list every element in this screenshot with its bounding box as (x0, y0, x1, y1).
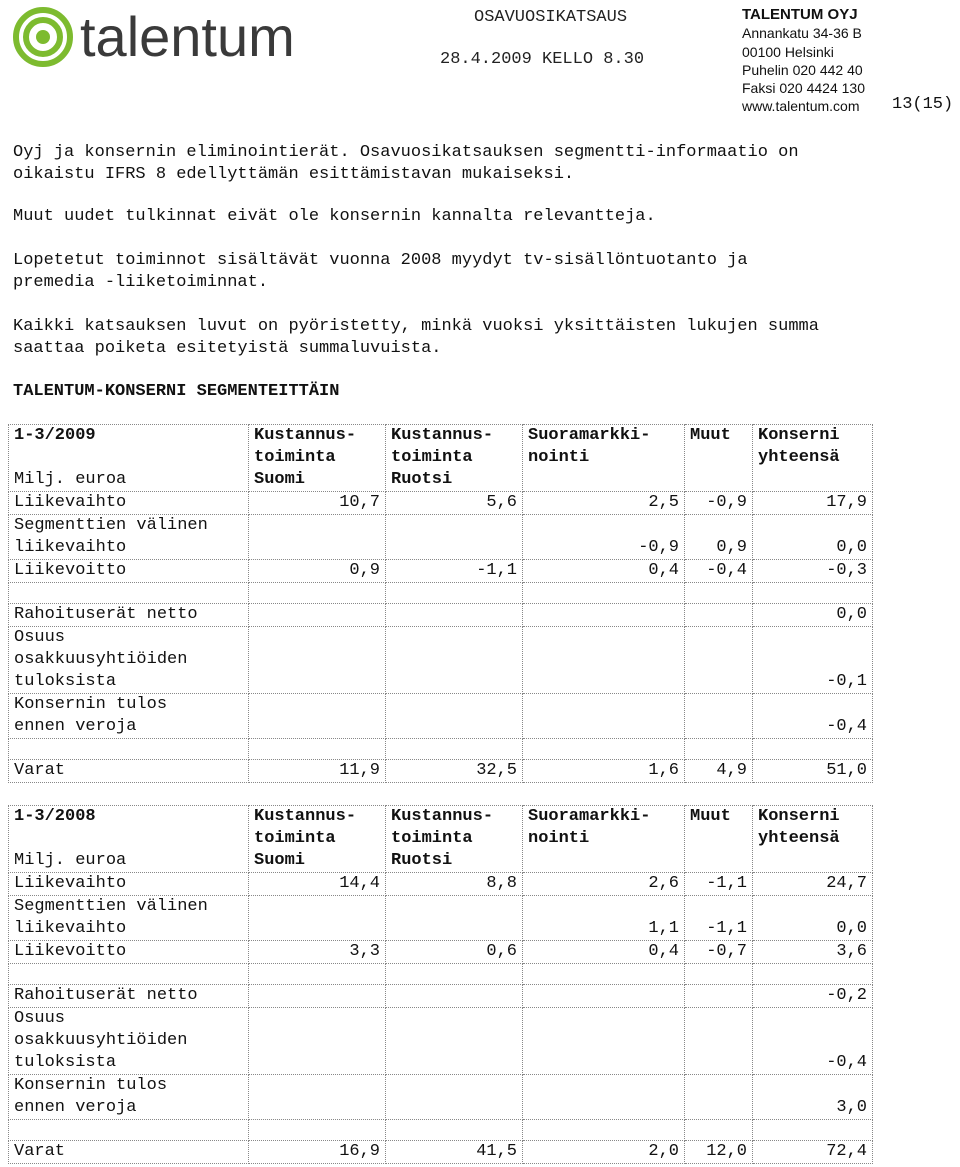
spacer-cell (9, 583, 249, 604)
spacer-cell (523, 1120, 685, 1141)
table-spacer-row (9, 583, 873, 604)
row-label: Konsernin tulos ennen veroja (9, 694, 249, 739)
table-spacer-row (9, 1120, 873, 1141)
row-label: Rahoituserät netto (9, 985, 249, 1008)
value-cell (249, 1075, 386, 1120)
value-cell: 0,0 (753, 515, 873, 560)
value-cell (685, 1075, 753, 1120)
value-cell (523, 627, 685, 694)
paragraph-interpretations: Muut uudet tulkinnat eivät ole konsernin kannalta relevantteja. (13, 207, 656, 226)
column-header: Konserni yhteensä (753, 425, 873, 492)
value-cell (249, 627, 386, 694)
table-row (9, 627, 873, 694)
value-cell: 11,9 (249, 760, 386, 783)
value-cell (386, 694, 523, 739)
value-cell: 10,7 (249, 492, 386, 515)
segment-table-1 (8, 805, 873, 1164)
value-cell (685, 604, 753, 627)
column-header: Suoramarkki- nointi (523, 806, 685, 873)
row-label: Segmenttien välinen liikevaihto (9, 515, 249, 560)
value-cell (249, 604, 386, 627)
company-address: Annankatu 34-36 B (742, 25, 862, 42)
value-cell: 3,6 (753, 941, 873, 964)
column-header: Muut (685, 425, 753, 492)
value-cell: 24,7 (753, 873, 873, 896)
row-label: Liikevoitto (9, 560, 249, 583)
table-row (9, 985, 873, 1008)
value-cell (386, 627, 523, 694)
paragraph-discontinued: Lopetetut toiminnot sisältävät vuonna 2008 myydyt tv-sisällöntuotanto ja premedia -liiketoiminnat. (13, 251, 748, 292)
value-cell: -1,1 (685, 896, 753, 941)
unit-label: Milj. euroa (14, 470, 127, 489)
value-cell (523, 604, 685, 627)
value-cell: 0,0 (753, 604, 873, 627)
spacer-cell (523, 964, 685, 985)
value-cell: 8,8 (386, 873, 523, 896)
value-cell: -0,4 (753, 694, 873, 739)
period-cell (9, 806, 249, 873)
value-cell (386, 1008, 523, 1075)
row-label: Varat (9, 1141, 249, 1164)
spacer-cell (249, 739, 386, 760)
table-spacer-row (9, 739, 873, 760)
value-cell: 72,4 (753, 1141, 873, 1164)
value-cell (685, 627, 753, 694)
spacer-cell (249, 964, 386, 985)
value-cell: 17,9 (753, 492, 873, 515)
value-cell (249, 1008, 386, 1075)
column-header: Konserni yhteensä (753, 806, 873, 873)
table-spacer-row (9, 964, 873, 985)
report-date: 28.4.2009 KELLO 8.30 (440, 50, 645, 69)
row-label: Rahoituserät netto (9, 604, 249, 627)
value-cell: 0,4 (523, 941, 685, 964)
spacer-cell (685, 583, 753, 604)
value-cell: 1,1 (523, 896, 685, 941)
spacer-cell (753, 1120, 873, 1141)
value-cell: 3,3 (249, 941, 386, 964)
value-cell: 1,6 (523, 760, 685, 783)
value-cell (523, 694, 685, 739)
company-postal: 00100 Helsinki (742, 43, 834, 60)
spacer-cell (386, 739, 523, 760)
value-cell (249, 515, 386, 560)
value-cell: -0,9 (523, 515, 685, 560)
value-cell: 3,0 (753, 1075, 873, 1120)
row-label: Liikevaihto (9, 492, 249, 515)
row-label: Liikevoitto (9, 941, 249, 964)
value-cell: 2,0 (523, 1141, 685, 1164)
value-cell: -0,4 (753, 1008, 873, 1075)
column-header: Suoramarkki- nointi (523, 425, 685, 492)
spacer-cell (9, 964, 249, 985)
value-cell: 5,6 (386, 492, 523, 515)
value-cell: -0,9 (685, 492, 753, 515)
talentum-logo (12, 6, 372, 68)
table-header-row (9, 806, 873, 873)
spacer-cell (9, 739, 249, 760)
value-cell: -0,2 (753, 985, 873, 1008)
spacer-cell (685, 964, 753, 985)
table-row (9, 492, 873, 515)
value-cell (685, 985, 753, 1008)
value-cell: 0,9 (685, 515, 753, 560)
table-row (9, 1075, 873, 1120)
value-cell: 2,5 (523, 492, 685, 515)
row-label: Osuus osakkuusyhtiöiden tuloksista (9, 627, 249, 694)
value-cell (249, 694, 386, 739)
column-header: Kustannus- toiminta Ruotsi (386, 806, 523, 873)
value-cell: 0,0 (753, 896, 873, 941)
unit-label: Milj. euroa (14, 851, 127, 870)
company-website: www.talentum.com (742, 98, 860, 115)
spacer-cell (386, 964, 523, 985)
value-cell: 0,6 (386, 941, 523, 964)
value-cell (523, 985, 685, 1008)
period-cell (9, 425, 249, 492)
value-cell (249, 985, 386, 1008)
value-cell (523, 1075, 685, 1120)
spacer-cell (523, 739, 685, 760)
value-cell: -1,1 (386, 560, 523, 583)
value-cell: 0,9 (249, 560, 386, 583)
spacer-cell (249, 583, 386, 604)
value-cell: 2,6 (523, 873, 685, 896)
row-label: Osuus osakkuusyhtiöiden tuloksista (9, 1008, 249, 1075)
column-header: Kustannus- toiminta Ruotsi (386, 425, 523, 492)
value-cell (386, 515, 523, 560)
spacer-cell (9, 1120, 249, 1141)
column-header: Kustannus- toiminta Suomi (249, 806, 386, 873)
table-row (9, 1141, 873, 1164)
logo-text: talentum (80, 6, 295, 68)
page-number: 13(15) (892, 95, 954, 114)
row-label: Liikevaihto (9, 873, 249, 896)
paragraph-segment-info: Oyj ja konsernin eliminointierät. Osavuosikatsauksen segmentti-informaatio on oikaistu IFRS 8 edellyttämän esittämistavan mukaiseksi. (13, 143, 799, 184)
spacer-cell (753, 739, 873, 760)
report-title: OSAVUOSIKATSAUS (474, 8, 628, 27)
section-heading: TALENTUM-KONSERNI SEGMENTEITTÄIN (13, 382, 340, 401)
column-header: Kustannus- toiminta Suomi (249, 425, 386, 492)
table-row (9, 560, 873, 583)
table-row (9, 604, 873, 627)
spacer-cell (249, 1120, 386, 1141)
table-row (9, 760, 873, 783)
company-name: TALENTUM OYJ (742, 6, 858, 23)
value-cell: 12,0 (685, 1141, 753, 1164)
value-cell: -1,1 (685, 873, 753, 896)
company-fax: Faksi 020 4424 130 (742, 80, 865, 97)
table-row (9, 515, 873, 560)
table-row (9, 694, 873, 739)
value-cell (386, 985, 523, 1008)
spacer-cell (753, 583, 873, 604)
row-label: Konsernin tulos ennen veroja (9, 1075, 249, 1120)
spacer-cell (685, 739, 753, 760)
value-cell: -0,1 (753, 627, 873, 694)
value-cell (685, 694, 753, 739)
value-cell (386, 896, 523, 941)
spacer-cell (386, 583, 523, 604)
value-cell: 41,5 (386, 1141, 523, 1164)
value-cell (685, 1008, 753, 1075)
value-cell (249, 896, 386, 941)
period-label: 1-3/2009 (14, 426, 96, 445)
spacer-cell (523, 583, 685, 604)
table-row (9, 896, 873, 941)
value-cell: -0,3 (753, 560, 873, 583)
value-cell: 14,4 (249, 873, 386, 896)
table-row (9, 873, 873, 896)
value-cell: -0,4 (685, 560, 753, 583)
value-cell: -0,7 (685, 941, 753, 964)
table-row (9, 1008, 873, 1075)
spacer-cell (685, 1120, 753, 1141)
spacer-cell (386, 1120, 523, 1141)
spacer-cell (753, 964, 873, 985)
period-label: 1-3/2008 (14, 807, 96, 826)
column-header: Muut (685, 806, 753, 873)
company-contact (742, 6, 865, 116)
value-cell (386, 604, 523, 627)
value-cell (523, 1008, 685, 1075)
paragraph-rounding: Kaikki katsauksen luvut on pyöristetty, minkä vuoksi yksittäisten lukujen summa saattaa poiketa esitetyistä summaluvuista. (13, 317, 819, 358)
table-header-row (9, 425, 873, 492)
segment-table-0 (8, 424, 873, 783)
value-cell: 16,9 (249, 1141, 386, 1164)
logo-mark-icon (16, 10, 70, 64)
value-cell (386, 1075, 523, 1120)
company-phone: Puhelin 020 442 40 (742, 61, 863, 78)
table-row (9, 941, 873, 964)
value-cell: 51,0 (753, 760, 873, 783)
row-label: Segmenttien välinen liikevaihto (9, 896, 249, 941)
row-label: Varat (9, 760, 249, 783)
value-cell: 32,5 (386, 760, 523, 783)
value-cell: 0,4 (523, 560, 685, 583)
value-cell: 4,9 (685, 760, 753, 783)
